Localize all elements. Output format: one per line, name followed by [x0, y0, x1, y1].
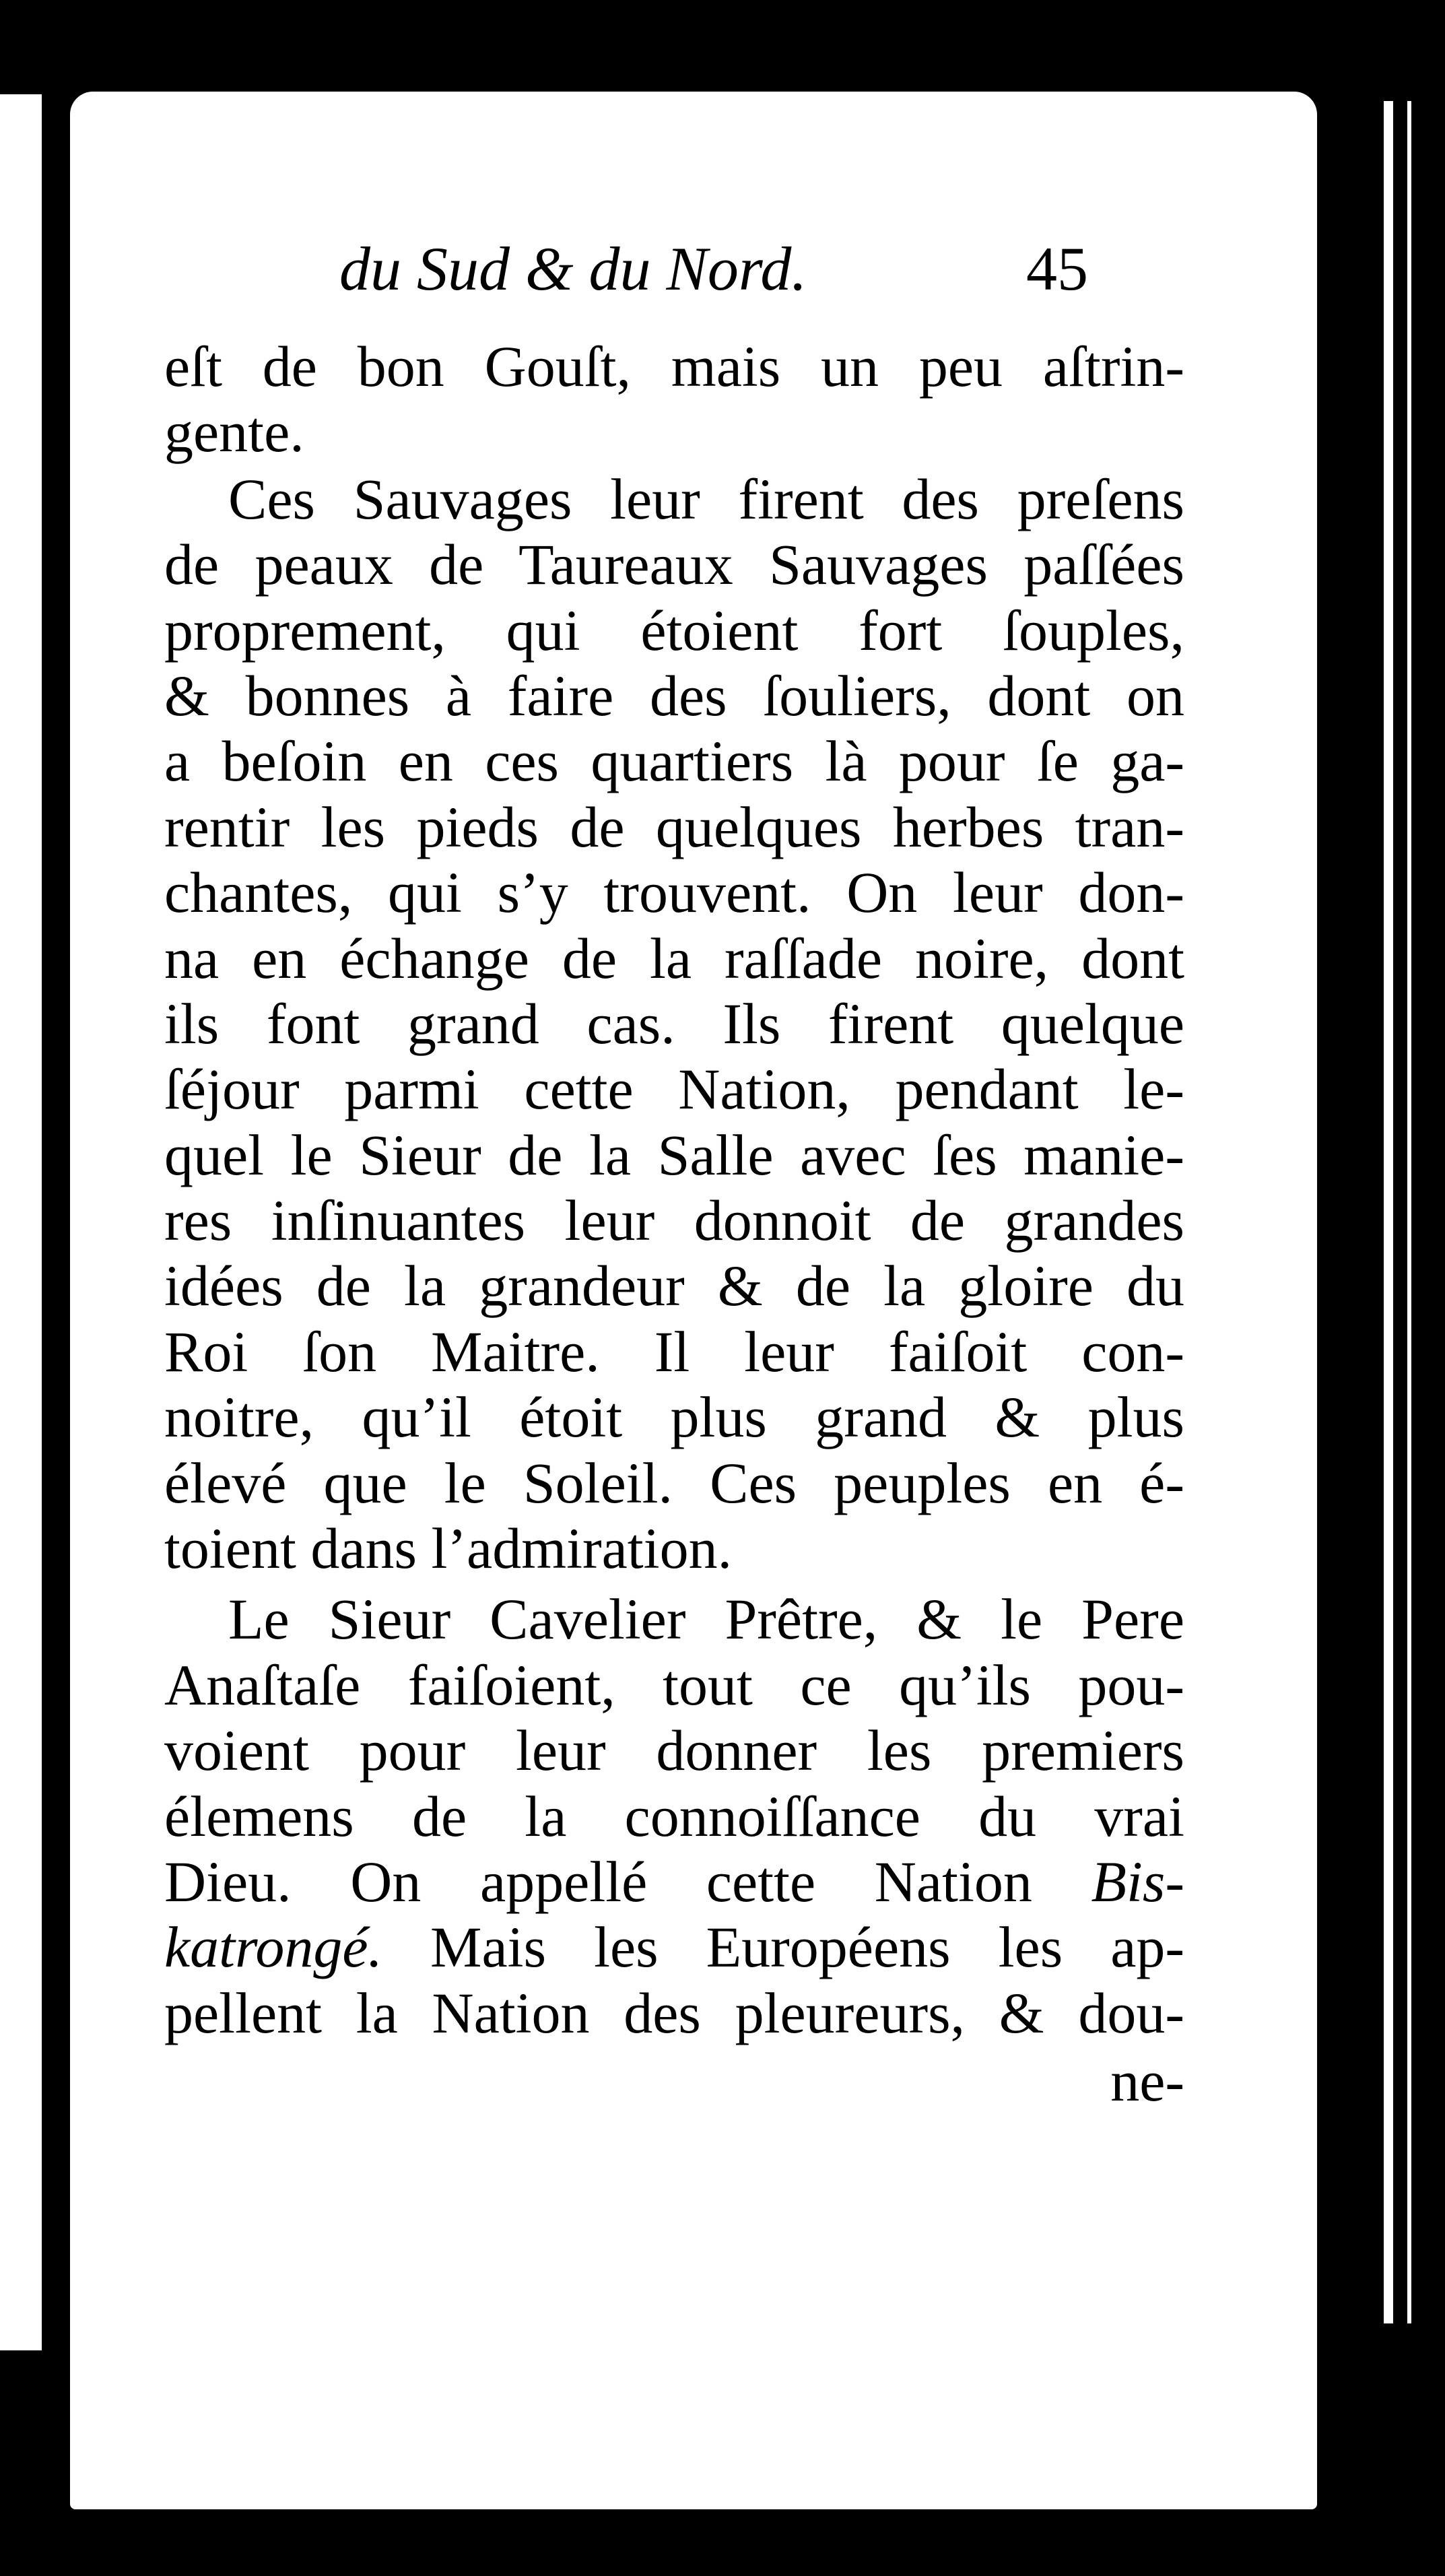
text-line: ils font grand cas. Ils firent quelque	[164, 991, 1184, 1056]
text-line: pellent la Nation des pleureurs, & dou-	[164, 1980, 1184, 2045]
text-line: na en échange de la raſſade noire, dont	[164, 925, 1184, 991]
text-line: rentir les pieds de quelques herbes tran-	[164, 794, 1184, 859]
adjacent-page-edge-right-thin	[1407, 101, 1411, 2323]
adjacent-page-edge-left	[0, 94, 42, 2350]
body-text	[164, 334, 1184, 2115]
text-line: élemens de la connoiſſance du vrai	[164, 1783, 1184, 1849]
text-line: Ces Sauvages leur firent des preſens	[228, 466, 1184, 531]
text-line: idées de la grandeur & de la gloire du	[164, 1253, 1184, 1319]
text-line: gente.	[164, 399, 304, 465]
text-line: chantes, qui s’y trouvent. On leur don-	[164, 860, 1184, 925]
adjacent-page-edge-right	[1384, 101, 1393, 2323]
text-line: & bonnes à faire des ſouliers, dont on	[164, 663, 1184, 728]
text-line: proprement, qui étoient fort ſouples,	[164, 597, 1184, 663]
text-line: ſéjour parmi cette Nation, pendant le-	[164, 1057, 1184, 1122]
running-head	[70, 233, 1317, 314]
paragraph-2	[164, 467, 1184, 1582]
nation-name-part1: Bis-	[1091, 1849, 1184, 1914]
text-line: élevé que le Soleil. Ces peuples en é-	[164, 1450, 1184, 1515]
text-line: a beſoin en ces quartiers là pour ſe ga-	[164, 729, 1184, 794]
text-line: noitre, qu’il étoit plus grand & plus	[164, 1385, 1184, 1450]
text-line: quel le Sieur de la Salle avec ſes manie-	[164, 1122, 1184, 1187]
text-line: de peaux de Taureaux Sauvages paſſées	[164, 532, 1184, 597]
book-page	[70, 92, 1317, 2509]
text-segment: Dieu. On appellé cette Nation	[164, 1849, 1091, 1914]
text-line-with-name	[164, 1849, 1184, 1915]
text-line: Le Sieur Cavelier Prêtre, & le Pere	[228, 1587, 1184, 1652]
text-line-with-name	[164, 1915, 1184, 1980]
nation-name-part2: katrongé.	[164, 1915, 383, 1980]
catchword: ne-	[1110, 2049, 1184, 2114]
text-line: Roi ſon Maitre. Il leur faiſoit con-	[164, 1319, 1184, 1384]
page-number: 45	[1026, 234, 1088, 303]
text-line: toient dans l’admiration.	[164, 1516, 733, 1581]
paragraph-1	[164, 334, 1184, 465]
text-line: voient pour leur donner les premiers	[164, 1718, 1184, 1783]
text-line: eſt de bon Gouſt, mais un peu aſtrin-	[164, 334, 1184, 399]
text-line: Anaſtaſe faiſoient, tout ce qu’ils pou-	[164, 1652, 1184, 1717]
paragraph-3	[164, 1587, 1184, 2046]
running-title: du Sud & du Nord.	[339, 234, 807, 303]
text-segment: Mais les Européens les ap-	[430, 1915, 1184, 1980]
text-line: res inſinuantes leur donnoit de grandes	[164, 1188, 1184, 1253]
